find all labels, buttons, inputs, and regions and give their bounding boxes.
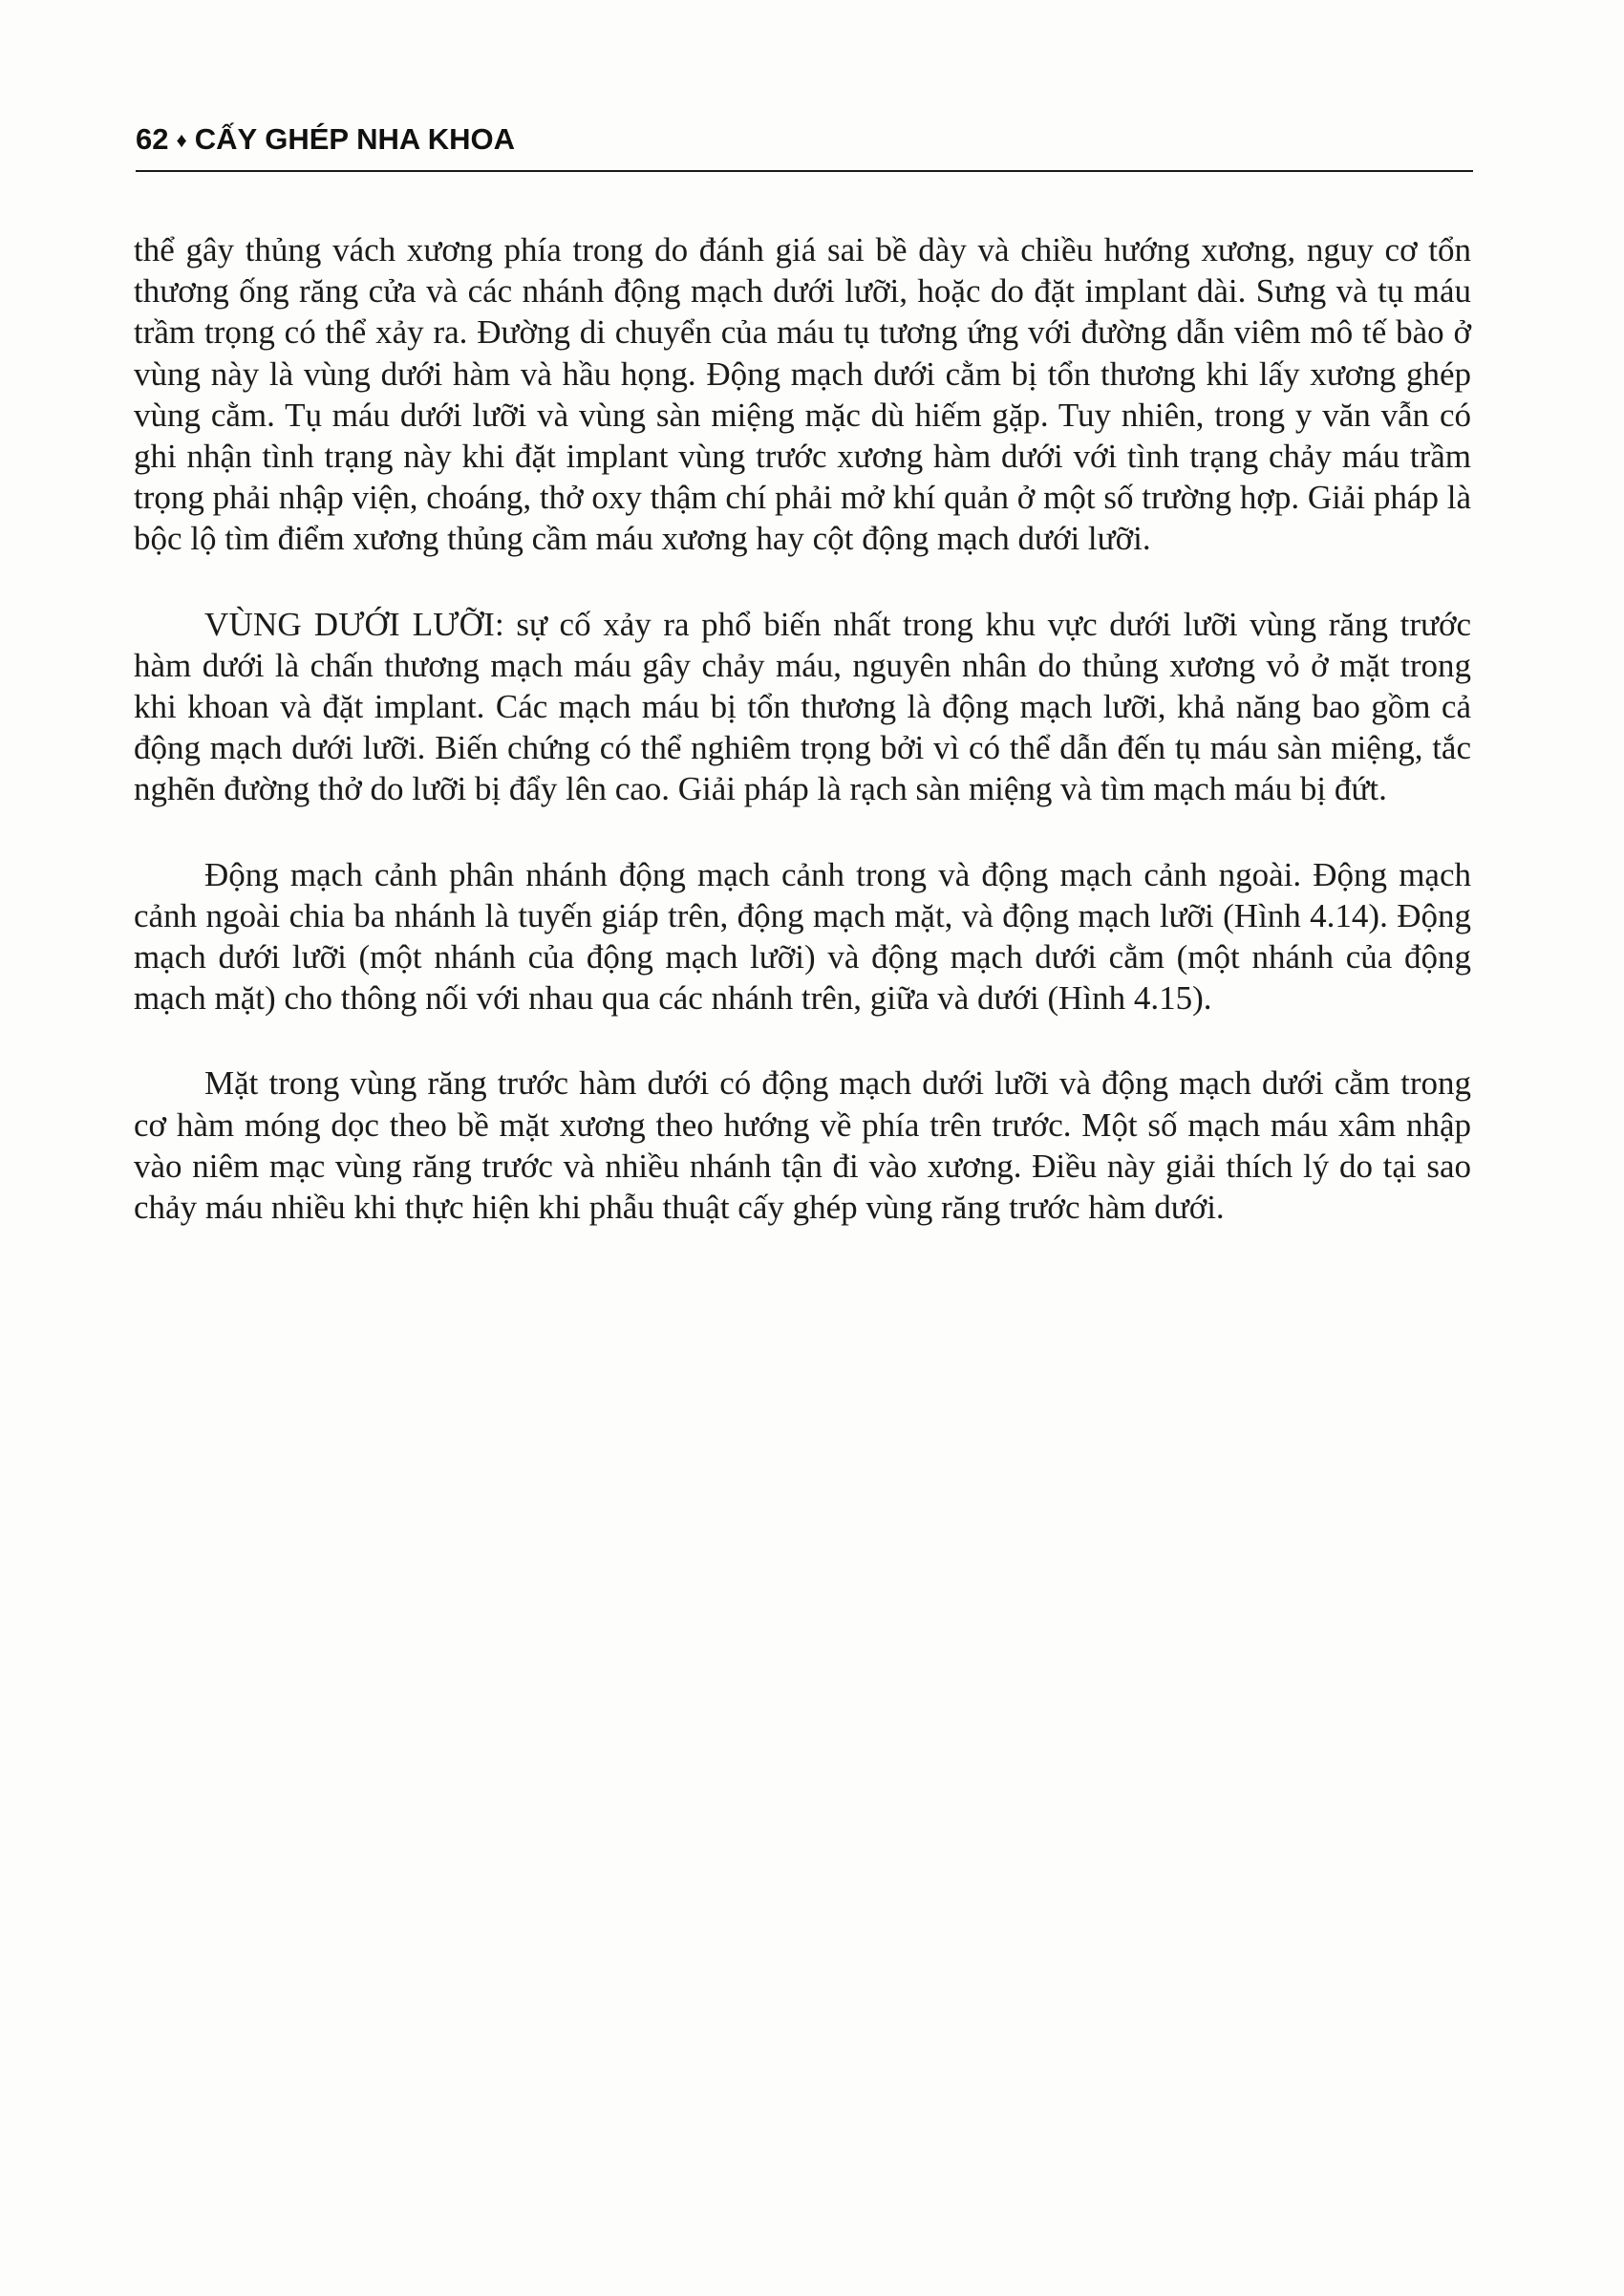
running-header (136, 120, 1473, 172)
paragraph-carotid-artery: Động mạch cảnh phân nhánh động mạch cảnh trong và động mạch cảnh ngoài. Động mạch cảnh ngoài chia ba nhánh là tuyến giáp trên, động mạch mặt, và động mạch lưỡi (Hình 4.14). Động mạch dưới lưỡi (một nhánh của động mạch lưỡi) và động mạch dưới cằm (một nhánh của động mạch mặt) cho thông nối với nhau qua các nhánh trên, giữa và dưới (Hình 4.15). (134, 855, 1471, 1018)
paragraph-anterior-mandible: Mặt trong vùng răng trước hàm dưới có động mạch dưới lưỡi và động mạch dưới cằm trong cơ hàm móng dọc theo bề mặt xương theo hướng về phía trên trước. Một số mạch máu xâm nhập vào niêm mạc vùng răng trước và nhiều nhánh tận đi vào xương. Điều này giải thích lý do tại sao chảy máu nhiều khi thực hiện khi phẫu thuật cấy ghép vùng răng trước hàm dưới. (134, 1064, 1471, 1227)
section-lead-term: VÙNG DƯỚI LƯỠI (204, 605, 495, 643)
body-text (134, 229, 1471, 1272)
paragraph-sublingual-text: : sự cố xảy ra phổ biến nhất trong khu vực dưới lưỡi vùng răng trước hàm dưới là chấn thương mạch máu gây chảy máu, nguyên nhân do thủng xương vỏ ở mặt trong khi khoan và đặt implant. Các mạch máu bị tổn thương là động mạch lưỡi, khả năng bao gồm cả động mạch dưới lưỡi. Biến chứng có thể nghiêm trọng bởi vì có thể dẫn đến tụ máu sàn miệng, tắc nghẽn đường thở do lưỡi bị đẩy lên cao. Giải pháp là rạch sàn miệng và tìm mạch máu bị đứt. (134, 605, 1472, 808)
paragraph-continuation: thể gây thủng vách xương phía trong do đánh giá sai bề dày và chiều hướng xương, nguy cơ tổn thương ống răng cửa và các nhánh động mạch dưới lưỡi, hoặc do đặt implant dài. Sưng và tụ máu trầm trọng có thể xảy ra. Đường di chuyển của máu tụ tương ứng với đường dẫn viêm mô tế bào ở vùng này là vùng dưới hàm và hầu họng. Động mạch dưới cằm bị tổn thương khi lấy xương ghép vùng cằm. Tụ máu dưới lưỡi và vùng sàn miệng mặc dù hiếm gặp. Tuy nhiên, trong y văn vẫn có ghi nhận tình trạng này khi đặt implant vùng trước xương hàm dưới với tình trạng chảy máu trầm trọng phải nhập viện, choáng, thở oxy thậm chí phải mở khí quản ở một số trường hợp. Giải pháp là bộc lộ tìm điểm xương thủng cầm máu xương hay cột động mạch dưới lưỡi. (134, 231, 1471, 558)
book-title: CẤY GHÉP NHA KHOA (194, 122, 516, 156)
page-number: 62 (136, 122, 169, 156)
diamond-separator-icon: ♦ (176, 128, 187, 152)
paragraph-sublingual-region (134, 604, 1471, 810)
